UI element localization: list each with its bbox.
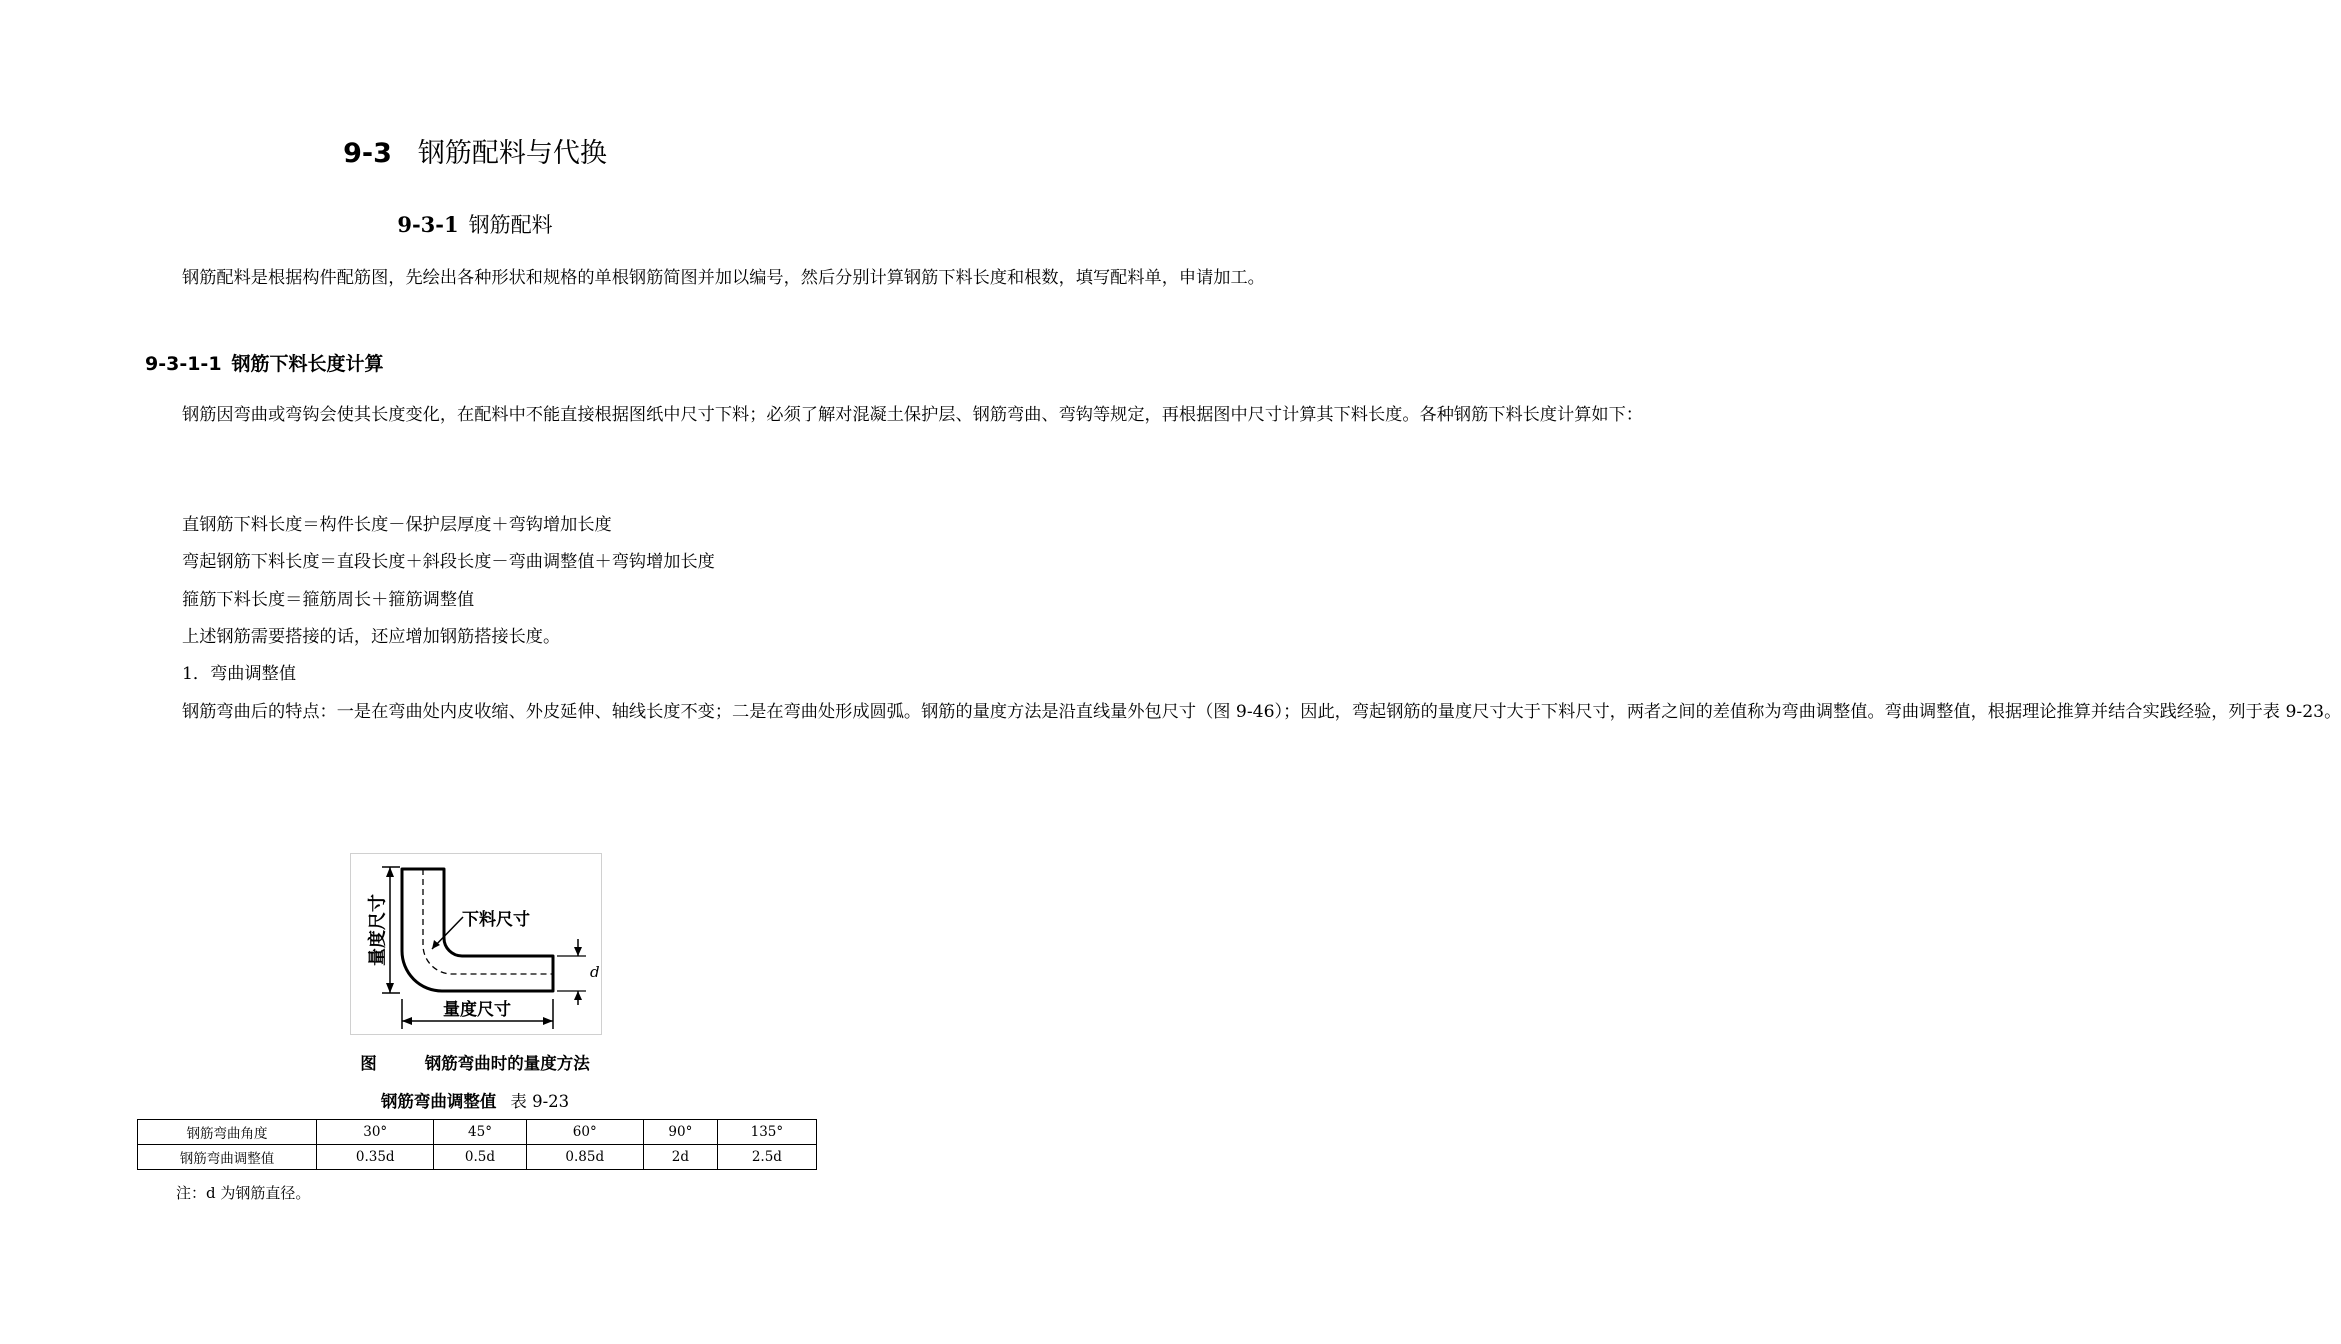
title-number: 9-3 <box>343 138 392 169</box>
table-title-text: 钢筋弯曲调整值 <box>380 1092 497 1111</box>
section-heading <box>0 209 950 239</box>
paragraph-1: 钢筋因弯曲或弯钩会使其长度变化，在配料中不能直接根据图纸中尺寸下料；必须了解对混凝土保护层、钢筋弯曲、弯钩等规定，再根据图中尺寸计算其下料长度。各种钢筋下料长度计算如下： <box>182 405 1643 425</box>
item-1-heading: 1．弯曲调整值 <box>182 664 297 684</box>
table-cell: 0.35d <box>317 1145 434 1170</box>
figure-caption <box>0 1050 950 1074</box>
page-title <box>0 131 950 170</box>
table-row <box>138 1120 817 1145</box>
title-text: 钢筋配料与代换 <box>417 138 607 169</box>
table-cell: 2.5d <box>717 1145 816 1170</box>
subsection-heading <box>145 349 384 376</box>
table-cell: 2d <box>643 1145 717 1170</box>
bend-diagram <box>350 853 602 1035</box>
table-note: 注：d 为钢筋直径。 <box>176 1184 311 1202</box>
table-cell: 135° <box>717 1120 816 1145</box>
table-cell: 90° <box>643 1120 717 1145</box>
lap-note: 上述钢筋需要搭接的话，还应增加钢筋搭接长度。 <box>182 627 561 647</box>
table-cell: 60° <box>526 1120 643 1145</box>
section-text: 钢筋配料 <box>468 213 553 237</box>
formula-bent: 弯起钢筋下料长度＝直段长度＋斜段长度－弯曲调整值＋弯钩增加长度 <box>182 552 715 572</box>
paragraph-2: 钢筋弯曲后的特点：一是在弯曲处内皮收缩、外皮延伸、轴线长度不变；二是在弯曲处形成圆弧。钢筋的量度方法是沿直线量外包尺寸（图 9-46）；因此，弯起钢筋的量度尺寸大于下料尺寸，两者之间的差值称为弯曲调整值。弯曲调整值，根据理论推算并结合实践经验，列于表 9-23。 <box>182 702 2341 722</box>
bend-measure-figure <box>350 853 602 1035</box>
table-cell: 45° <box>434 1120 526 1145</box>
subsection-text: 钢筋下料长度计算 <box>231 353 384 375</box>
table-number: 表 9-23 <box>510 1092 570 1111</box>
table-title <box>0 1088 950 1112</box>
intro-paragraph: 钢筋配料是根据构件配筋图，先绘出各种形状和规格的单根钢筋简图并加以编号，然后分别计算钢筋下料长度和根数，填写配料单，申请加工。 <box>182 268 1265 288</box>
cut-length-label: 下料尺寸 <box>462 910 530 930</box>
figure-caption-label: 图 <box>360 1054 377 1073</box>
table-cell: 0.85d <box>526 1145 643 1170</box>
section-number: 9-3-1 <box>397 212 459 237</box>
row-header-adjustment: 钢筋弯曲调整值 <box>138 1145 317 1170</box>
diameter-label: d <box>590 963 600 981</box>
bend-adjustment-table <box>137 1119 817 1170</box>
vertical-dimension-label: 量度尺寸 <box>367 894 389 966</box>
row-header-angle: 钢筋弯曲角度 <box>138 1120 317 1145</box>
figure-caption-text: 钢筋弯曲时的量度方法 <box>424 1054 590 1073</box>
formula-straight: 直钢筋下料长度＝构件长度－保护层厚度＋弯钩增加长度 <box>182 515 612 535</box>
table-cell: 0.5d <box>434 1145 526 1170</box>
subsection-number: 9-3-1-1 <box>145 353 222 375</box>
horizontal-dimension-label: 量度尺寸 <box>443 1000 511 1020</box>
table-row <box>138 1145 817 1170</box>
table-cell: 30° <box>317 1120 434 1145</box>
formula-stirrup: 箍筋下料长度＝箍筋周长＋箍筋调整值 <box>182 590 475 610</box>
